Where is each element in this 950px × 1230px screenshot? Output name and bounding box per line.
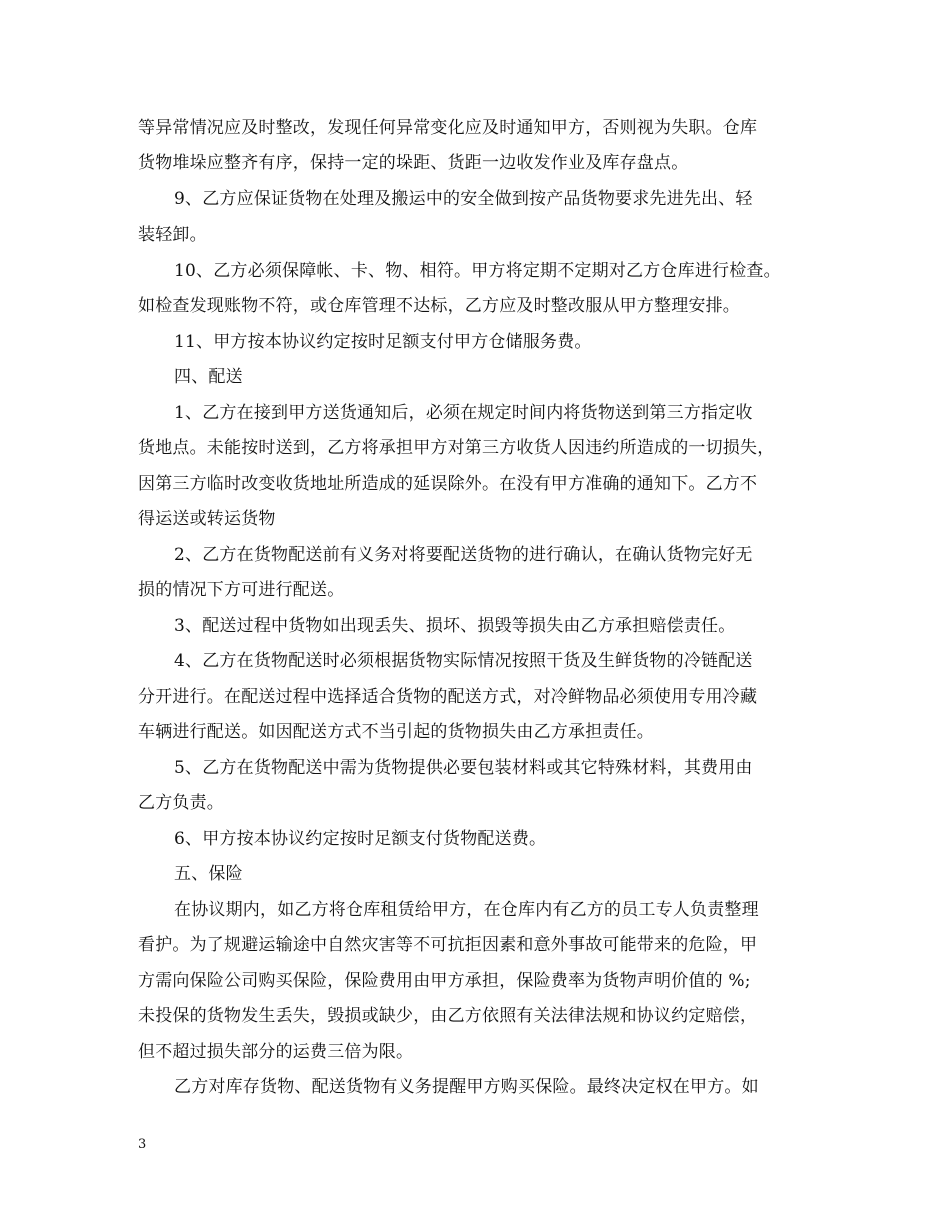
text-line-12: 得运送或转运货物 (138, 509, 276, 529)
text-line-24: 看护。为了规避运输途中自然灾害等不可抗拒因素和意外事故可能带来的危险，甲 (138, 935, 758, 955)
text-line-21: 6、甲方按本协议约定按时足额支付货物配送费。 (174, 829, 547, 849)
text-line-20: 乙方负责。 (138, 793, 224, 813)
text-line-13: 2、乙方在货物配送前有义务对将要配送货物的进行确认，在确认货物完好无 (174, 545, 753, 565)
text-line-14: 损的情况下方可进行配送。 (138, 580, 345, 600)
text-line-6: 如检查发现账物不符，或仓库管理不达标，乙方应及时整改服从甲方整理安排。 (138, 296, 740, 316)
text-line-7: 11、甲方按本协议约定按时足额支付甲方仓储服务费。 (174, 332, 592, 352)
text-line-1: 等异常情况应及时整改，发现任何异常变化应及时通知甲方，否则视为失职。仓库 (138, 118, 758, 138)
text-line-16: 4、乙方在货物配送时必须根据货物实际情况按照干货及生鲜货物的冷链配送 (174, 651, 753, 671)
text-line-3: 9、乙方应保证货物在处理及搬运中的安全做到按产品货物要求先进先出、轻 (174, 189, 753, 209)
text-line-5: 10、乙方必须保障帐、卡、物、相符。甲方将定期不定期对乙方仓库进行检查。 (174, 261, 781, 281)
text-line-11: 因第三方临时改变收货地址所造成的延误除外。在没有甲方准确的通知下。乙方不 (138, 474, 758, 494)
text-line-2: 货物堆垛应整齐有序，保持一定的垛距、货距一边收发作业及库存盘点。 (138, 153, 689, 173)
text-line-18: 车辆进行配送。如因配送方式不当引起的货物损失由乙方承担责任。 (138, 722, 654, 742)
text-line-19: 5、乙方在货物配送中需为货物提供必要包装材料或其它特殊材料，其费用由 (174, 758, 753, 778)
text-line-23: 在协议期内，如乙方将仓库租赁给甲方，在仓库内有乙方的员工专人负责整理 (174, 900, 759, 920)
page-number: 3 (138, 1137, 147, 1152)
text-line-10: 货地点。未能按时送到，乙方将承担甲方对第三方收货人因违约所造成的一切损失， (138, 438, 775, 458)
text-line-4: 装轻卸。 (138, 225, 207, 245)
text-line-15: 3、配送过程中货物如出现丢失、损坏、损毁等损失由乙方承担赔偿责任。 (174, 616, 736, 636)
text-line-27: 但不超过损失部分的运费三倍为限。 (138, 1042, 414, 1062)
section-heading-insurance: 五、保险 (174, 864, 243, 884)
text-line-28: 乙方对库存货物、配送货物有义务提醒甲方购买保险。最终决定权在甲方。如 (174, 1077, 759, 1097)
text-line-9: 1、乙方在接到甲方送货通知后，必须在规定时间内将货物送到第三方指定收 (174, 403, 753, 423)
text-line-26: 未投保的货物发生丢失，毁损或缺少，由乙方依照有关法律法规和协议约定赔偿， (138, 1006, 758, 1026)
section-heading-delivery: 四、配送 (174, 367, 243, 387)
text-line-17: 分开进行。在配送过程中选择适合货物的配送方式，对冷鲜物品必须使用专用冷藏 (138, 687, 758, 707)
text-line-25: 方需向保险公司购买保险，保险费用由甲方承担，保险费率为货物声明价值的 %; (138, 971, 751, 991)
